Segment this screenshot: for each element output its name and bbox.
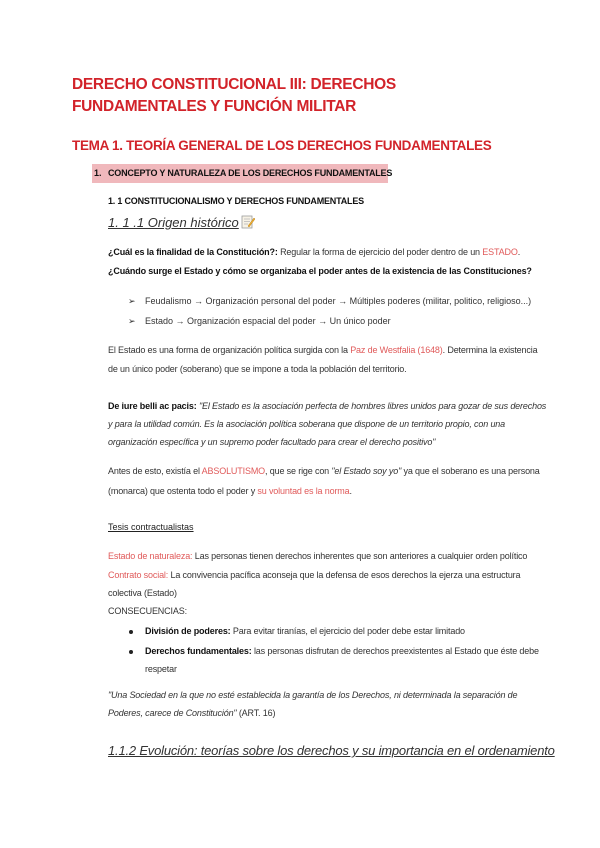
contrato-label: Contrato social:: [108, 570, 169, 580]
estado-naturaleza-line: [108, 546, 527, 566]
arrow-bullet-icon: ➢: [128, 296, 136, 306]
memo-icon: [241, 215, 255, 232]
subsection-heading: 1. 1 CONSTITUCIONALISMO Y DERECHOS FUNDAMENTALES: [108, 196, 364, 206]
westfalia-highlight: Paz de Westfalia (1648): [350, 345, 443, 355]
conseq-derechos-label: Derechos fundamentales:: [145, 646, 252, 656]
quote-art-line2: [108, 703, 275, 723]
conseq-division-label: División de poderes:: [145, 626, 231, 636]
antes-line2a: (monarca) que ostenta todo el poder y: [108, 486, 258, 496]
antes-paragraph-line2: [108, 481, 352, 501]
iure-paragraph-line2: y para la utilidad común. Es la asociación política soberana que dispone de un territorio propio, con una: [108, 419, 506, 429]
conseq-derechos-text: las personas disfrutan de derechos preexistentes al Estado que éste debe: [251, 646, 539, 656]
iure-paragraph-line1: [108, 396, 546, 416]
section-number: 1.: [94, 168, 102, 178]
estado-naturaleza-label: Estado de naturaleza:: [108, 551, 193, 561]
arrow-bullet-icon: ➢: [128, 316, 136, 326]
tema-heading: TEMA 1. TEORÍA GENERAL DE LOS DERECHOS FUNDAMENTALES: [72, 138, 492, 153]
antes-line2b: .: [349, 486, 352, 496]
quote-art-line1: "Una Sociedad en la que no esté establecida la garantía de los Derechos, ni determinada la separación de: [108, 690, 518, 700]
tesis-heading: Tesis contractualistas: [108, 522, 194, 532]
section-heading: CONCEPTO Y NATURALEZA DE LOS DERECHOS FUNDAMENTALES: [108, 168, 393, 178]
origen-heading: [108, 215, 255, 232]
absolutismo-highlight: ABSOLUTISMO: [201, 466, 266, 476]
document-title: DERECHO CONSTITUCIONAL III: DERECHOS FUNDAMENTALES Y FUNCIÓN MILITAR: [72, 76, 396, 115]
conseq-division-text: Para evitar tiranías, el ejercicio del poder debe estar limitado: [230, 626, 465, 636]
conseq-division: [145, 621, 465, 641]
question-finalidad-label: ¿Cuál es la finalidad de la Constitución?:: [108, 247, 278, 257]
estado-highlight: ESTADO: [482, 247, 518, 257]
contrato-text: La convivencia pacífica aconseja que la defensa de esos derechos la ejerza una estructura: [168, 570, 521, 580]
evolucion-heading: 1.1.2 Evolución: teorías sobre los derechos y su importancia en el ordenamiento: [108, 743, 555, 758]
iure-quote-1: "El Estado es la asociación perfecta de hombres libres unidos para gozar de sus derechos: [196, 401, 547, 411]
consecuencias-heading: CONSECUENCIAS:: [108, 606, 187, 616]
question-estado: ¿Cuándo surge el Estado y cómo se organizaba el poder antes de la existencia de las Constituciones?: [108, 266, 532, 276]
estado-paragraph-b: . Determina la existencia: [442, 345, 538, 355]
estado-paragraph-line2: de un único poder (soberano) que se impone a toda la población del territorio.: [108, 364, 407, 374]
estado-paragraph-line1: [108, 340, 537, 360]
quote-art-ref: (ART. 16): [236, 708, 276, 718]
question-finalidad: [108, 242, 520, 262]
estado-paragraph-a: El Estado es una forma de organización política surgida con la: [108, 345, 351, 355]
conseq-derechos: [145, 641, 539, 661]
antes-a: Antes de esto, existía el: [108, 466, 202, 476]
antes-c: ya que el soberano es una persona: [401, 466, 540, 476]
bullet-feudalismo: Feudalismo → Organización personal del poder → Múltiples poderes (militar, politico, religioso...): [145, 296, 532, 306]
question-finalidad-end: .: [517, 247, 521, 257]
bullet-dot-icon: [129, 650, 133, 654]
contrato-line2: colectiva (Estado): [108, 588, 177, 598]
iure-paragraph-line3: organización específica y un supremo poder facultado para crear el derecho positivo": [108, 437, 436, 447]
voluntad-highlight: su voluntad es la norma: [257, 486, 350, 496]
contrato-line1: [108, 565, 520, 585]
bullet-estado: Estado → Organización espacial del poder → Un único poder: [145, 316, 391, 326]
iure-label: De iure belli ac pacis:: [108, 401, 197, 411]
quote-art-text: Poderes, carece de Constitución": [108, 708, 237, 718]
bullet-dot-icon: [129, 630, 133, 634]
antes-b: , que se rige con: [265, 466, 332, 476]
antes-paragraph-line1: [108, 461, 540, 481]
estado-naturaleza-text: Las personas tienen derechos inherentes que son anteriores a cualquier orden político: [192, 551, 528, 561]
origen-heading-text: 1. 1 .1 Origen histórico: [108, 215, 239, 230]
conseq-derechos-line2: respetar: [145, 664, 177, 674]
antes-quote: "el Estado soy yo": [331, 466, 402, 476]
question-finalidad-text: Regular la forma de ejercicio del poder dentro de un: [277, 247, 483, 257]
